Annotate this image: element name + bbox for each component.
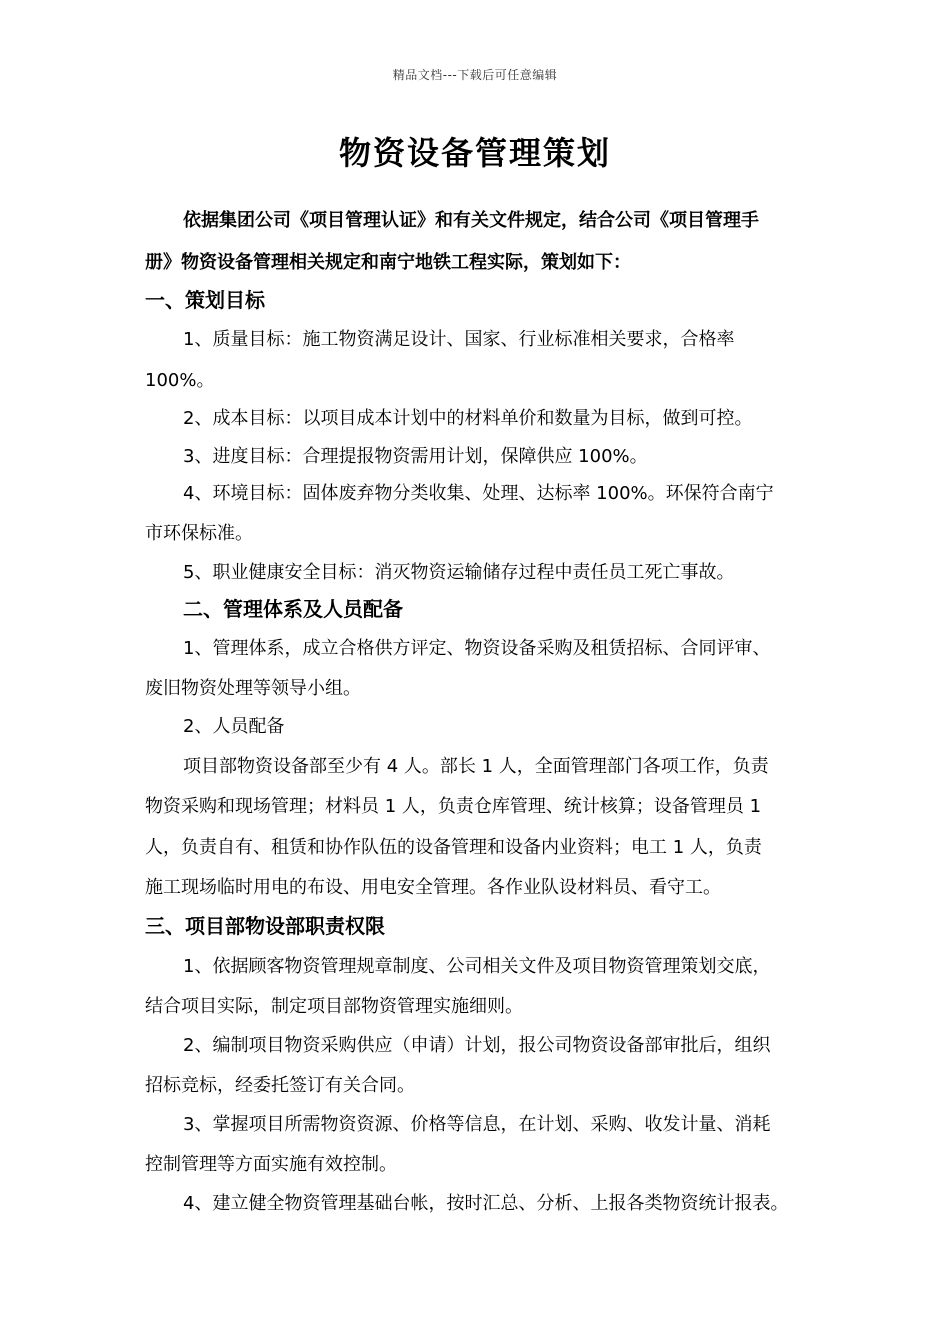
section1-item5: 5、职业健康安全目标：消灭物资运输储存过程中责任员工死亡事故。 xyxy=(183,562,735,583)
section3-item1-line1: 1、依据顾客物资管理规章制度、公司相关文件及项目物资管理策划交底， xyxy=(183,956,771,977)
section2-para-line2: 物资采购和现场管理；材料员 1 人，负责仓库管理、统计核算；设备管理员 1 xyxy=(145,796,762,817)
section2-item1-line2: 废旧物资处理等领导小组。 xyxy=(145,678,361,699)
section3-item3-line1: 3、掌握项目所需物资资源、价格等信息，在计划、采购、收发计量、消耗 xyxy=(183,1114,771,1135)
section3-item4: 4、建立健全物资管理基础台帐，按时汇总、分析、上报各类物资统计报表。 xyxy=(183,1193,789,1214)
section1-item1-line1: 1、质量目标：施工物资满足设计、国家、行业标准相关要求，合格率 xyxy=(183,329,735,350)
intro-line-2: 册》物资设备管理相关规定和南宁地铁工程实际，策划如下： xyxy=(145,252,631,273)
section2-item2: 2、人员配备 xyxy=(183,716,285,737)
section1-item1-line2: 100%。 xyxy=(145,370,215,391)
section3-heading: 三、项目部物设部职责权限 xyxy=(145,914,385,938)
section2-heading: 二、管理体系及人员配备 xyxy=(183,597,403,621)
header-note: 精品文档---下载后可任意编辑 xyxy=(392,68,558,82)
section1-item3: 3、进度目标：合理提报物资需用计划，保障供应 100%。 xyxy=(183,446,648,467)
section3-item2-line2: 招标竞标，经委托签订有关合同。 xyxy=(145,1075,415,1096)
section2-para-line3: 人，负责自有、租赁和协作队伍的设备管理和设备内业资料；电工 1 人，负责 xyxy=(145,837,762,858)
section1-item2: 2、成本目标：以项目成本计划中的材料单价和数量为目标，做到可控。 xyxy=(183,408,753,429)
section3-item1-line2: 结合项目实际，制定项目部物资管理实施细则。 xyxy=(145,996,523,1017)
section3-item2-line1: 2、编制项目物资采购供应（申请）计划，报公司物资设备部审批后，组织 xyxy=(183,1035,771,1056)
section2-item1-line1: 1、管理体系，成立合格供方评定、物资设备采购及租赁招标、合同评审、 xyxy=(183,638,771,659)
intro-line-1: 依据集团公司《项目管理认证》和有关文件规定，结合公司《项目管理手 xyxy=(183,210,759,231)
section1-item4-line2: 市环保标准。 xyxy=(145,523,253,544)
section1-heading: 一、策划目标 xyxy=(145,288,265,312)
page-title: 物资设备管理策划 xyxy=(338,134,611,172)
section2-para-line1: 项目部物资设备部至少有 4 人。部长 1 人，全面管理部门各项工作，负责 xyxy=(183,756,769,777)
section3-item3-line2: 控制管理等方面实施有效控制。 xyxy=(145,1154,397,1175)
section1-item4-line1: 4、环境目标：固体废弃物分类收集、处理、达标率 100%。环保符合南宁 xyxy=(183,483,774,504)
section2-para-line4: 施工现场临时用电的布设、用电安全管理。各作业队设材料员、看守工。 xyxy=(145,877,721,898)
